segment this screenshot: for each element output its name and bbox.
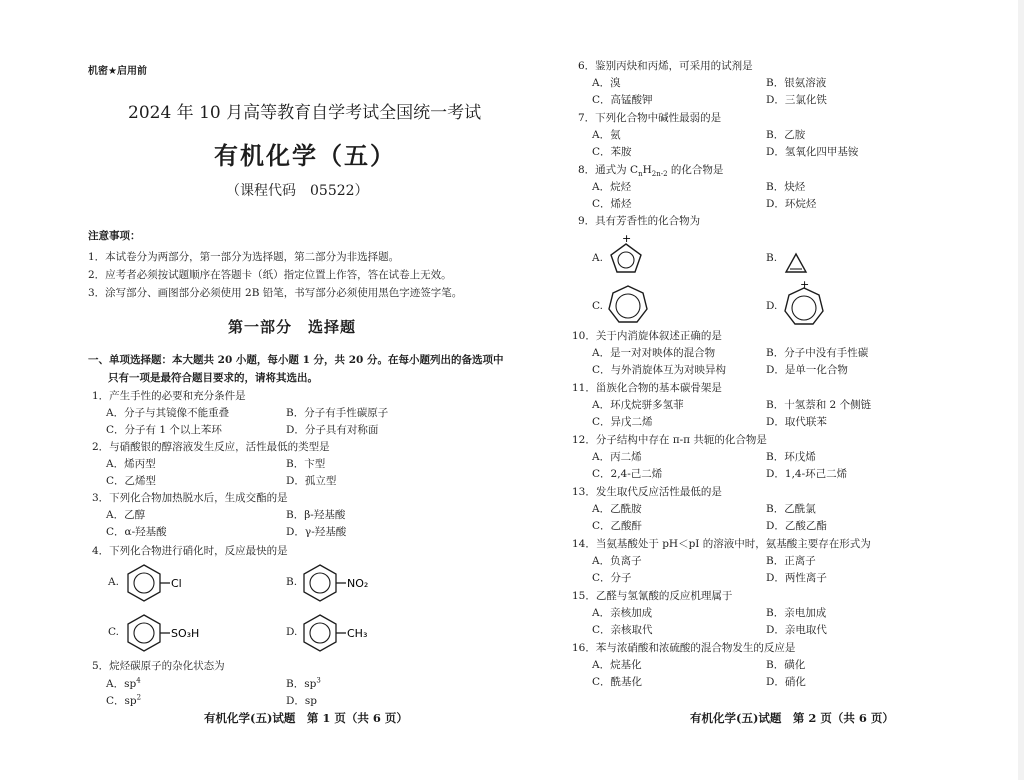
cyclopentadienyl-cation-structure	[608, 234, 648, 278]
option-d: D.	[286, 626, 298, 638]
section-intro: 只有一项是最符合题目要求的，请将其选出。	[108, 372, 318, 384]
option-c: C．亲核取代	[592, 624, 653, 636]
substituent-label: NO₂	[347, 577, 369, 590]
option-d: D．分子具有对称面	[286, 424, 379, 436]
option-c: C．2,4-己二烯	[592, 468, 663, 480]
page-footer: 有机化学(五)试题 第 2 页（共 6 页）	[690, 711, 894, 725]
option-c: C．苯胺	[592, 146, 632, 158]
option-c: C．与外消旋体互为对映异构	[592, 364, 727, 376]
question-stem: 11．甾族化合物的基本碳骨架是	[572, 382, 722, 394]
note-item: 3．涂写部分、画图部分必须使用 2B 铅笔，书写部分必须使用黑色字迹签字笔。	[88, 287, 463, 299]
page-footer: 有机化学(五)试题 第 1 页（共 6 页）	[204, 711, 408, 725]
option-b: B．分子中没有手性碳	[766, 347, 869, 359]
option-c: C．乙酸酐	[592, 520, 643, 532]
option-c: C．异戊二烯	[592, 416, 653, 428]
option-d: D．sp	[286, 695, 318, 707]
option-a: A．烯丙型	[106, 458, 156, 470]
option-c: C．酰基化	[592, 676, 643, 688]
option-c: C．分子	[592, 572, 632, 584]
option-d: D．环烷烃	[766, 198, 817, 210]
option-a: A．负离子	[592, 555, 642, 567]
question-stem: 3．下列化合物加热脱水后，生成交酯的是	[92, 492, 288, 504]
option-b: B．乙胺	[766, 129, 806, 141]
option-d: D．孤立型	[286, 475, 337, 487]
option-b: B．乙酰氯	[766, 503, 816, 515]
option-a: A．是一对对映体的混合物	[592, 347, 716, 359]
option-d: D．是单一化合物	[766, 364, 848, 376]
option-a: A．乙醇	[106, 509, 146, 521]
option-a: A．亲核加成	[592, 607, 653, 619]
option-a: A．烷烃	[592, 181, 632, 193]
nitrobenzene-structure	[300, 563, 390, 603]
option-a: A．分子与其镜像不能重叠	[106, 407, 230, 419]
option-c: C.	[108, 626, 119, 638]
option-b: B．炔烃	[766, 181, 806, 193]
option-a: A．溴	[592, 77, 621, 89]
cycloheptatriene-structure	[606, 284, 650, 328]
question-stem: 15．乙醛与氢氰酸的反应机理属于	[572, 590, 733, 602]
option-d: D.	[766, 300, 778, 312]
option-b: B．分子有手性碳原子	[286, 407, 389, 419]
option-c: C．高锰酸钾	[592, 94, 653, 106]
substituent-label: SO₃H	[171, 627, 200, 640]
question-stem: 1．产生手性的必要和充分条件是	[92, 390, 246, 402]
question-stem: 2．与硝酸银的醇溶液发生反应，活性最低的类型是	[92, 441, 330, 453]
option-b: B．十氢萘和 2 个侧链	[766, 399, 872, 411]
option-b: B．磺化	[766, 659, 806, 671]
option-a: A.	[108, 576, 119, 588]
option-b: B．银氨溶液	[766, 77, 827, 89]
note-item: 2．应考者必须按试题顺序在答题卡（纸）指定位置上作答，答在试卷上无效。	[88, 269, 452, 281]
question-stem: 12．分子结构中存在 π-π 共轭的化合物是	[572, 434, 767, 446]
scan-edge	[1018, 0, 1024, 780]
question-stem: 9．具有芳香性的化合物为	[578, 215, 701, 227]
question-stem: 8．通式为 $C_nH_{2n-2}$ 的化合物是	[578, 164, 724, 179]
tropylium-structure	[782, 280, 826, 328]
part-one-title: 第一部分 选择题	[228, 318, 357, 336]
benzenesulfonic-acid-structure	[124, 613, 214, 653]
substituent-label: CH₃	[347, 627, 368, 640]
question-stem: 6．鉴别丙炔和丙烯，可采用的试剂是	[578, 60, 753, 72]
option-a: A．乙酰胺	[592, 503, 642, 515]
option-b: B．$sp^3$	[286, 676, 321, 690]
option-d: D．1,4-环己二烯	[766, 468, 848, 480]
option-d: D．两性离子	[766, 572, 827, 584]
option-b: B．环戊烯	[766, 451, 816, 463]
question-stem: 5．烷烃碳原子的杂化状态为	[92, 660, 225, 672]
charge-plus-icon: +	[800, 278, 810, 291]
option-b: B.	[766, 252, 778, 264]
option-c: C.	[592, 300, 603, 312]
option-a: A．氨	[592, 129, 621, 141]
option-b: B．卞型	[286, 458, 326, 470]
option-b: B．正离子	[766, 555, 816, 567]
option-d: D．乙酸乙酯	[766, 520, 827, 532]
exam-title: 2024 年 10 月高等教育自学考试全国统一考试	[128, 103, 482, 123]
toluene-structure	[300, 613, 390, 653]
option-a: A．烷基化	[592, 659, 642, 671]
section-intro: 一、单项选择题：本大题共 20 小题，每小题 1 分，共 20 分。在每小题列出的备选项中	[88, 354, 504, 366]
notes-heading: 注意事项：	[88, 230, 141, 242]
option-b: B．亲电加成	[766, 607, 827, 619]
question-stem: 4．下列化合物进行硝化时，反应最快的是	[92, 545, 288, 557]
substituent-label: Cl	[171, 577, 182, 590]
option-c: C．分子有 1 个以上苯环	[106, 424, 222, 436]
option-c: C．烯烃	[592, 198, 632, 210]
chlorobenzene-structure	[124, 563, 204, 603]
note-item: 1．本试卷分为两部分，第一部分为选择题，第二部分为非选择题。	[88, 251, 400, 263]
option-c: C．α-羟基酸	[106, 526, 167, 538]
option-d: D．氢氧化四甲基铵	[766, 146, 859, 158]
option-a: A．环戊烷骈多氢菲	[592, 399, 684, 411]
option-c: C．乙烯型	[106, 475, 157, 487]
option-d: D．硝化	[766, 676, 806, 688]
option-b: B．β-羟基酸	[286, 509, 346, 521]
course-code: （课程代码 05522）	[226, 183, 369, 199]
question-stem: 16．苯与浓硝酸和浓硫酸的混合物发生的反应是	[572, 642, 796, 654]
subject-title: 有机化学（五）	[214, 141, 396, 170]
question-stem: 7．下列化合物中碱性最弱的是	[578, 112, 722, 124]
question-stem: 13．发生取代反应活性最低的是	[572, 486, 722, 498]
option-d: D．亲电取代	[766, 624, 827, 636]
option-d: D．γ-羟基酸	[286, 526, 347, 538]
option-d: D．取代联苯	[766, 416, 827, 428]
confidential-mark: 机密★启用前	[88, 66, 147, 77]
question-stem: 14．当氨基酸处于 pH＜pI 的溶液中时，氨基酸主要存在形式为	[572, 538, 871, 550]
option-a: A.	[592, 252, 603, 264]
option-d: D．三氯化铁	[766, 94, 827, 106]
option-c: C．$sp^2$	[106, 693, 142, 707]
option-a: A．$sp^4$	[106, 676, 141, 690]
cyclopropenyl-structure	[784, 252, 814, 278]
question-stem: 10．关于内消旋体叙述正确的是	[572, 330, 722, 342]
charge-plus-icon: +	[622, 232, 632, 245]
option-b: B.	[286, 576, 298, 588]
option-a: A．丙二烯	[592, 451, 642, 463]
